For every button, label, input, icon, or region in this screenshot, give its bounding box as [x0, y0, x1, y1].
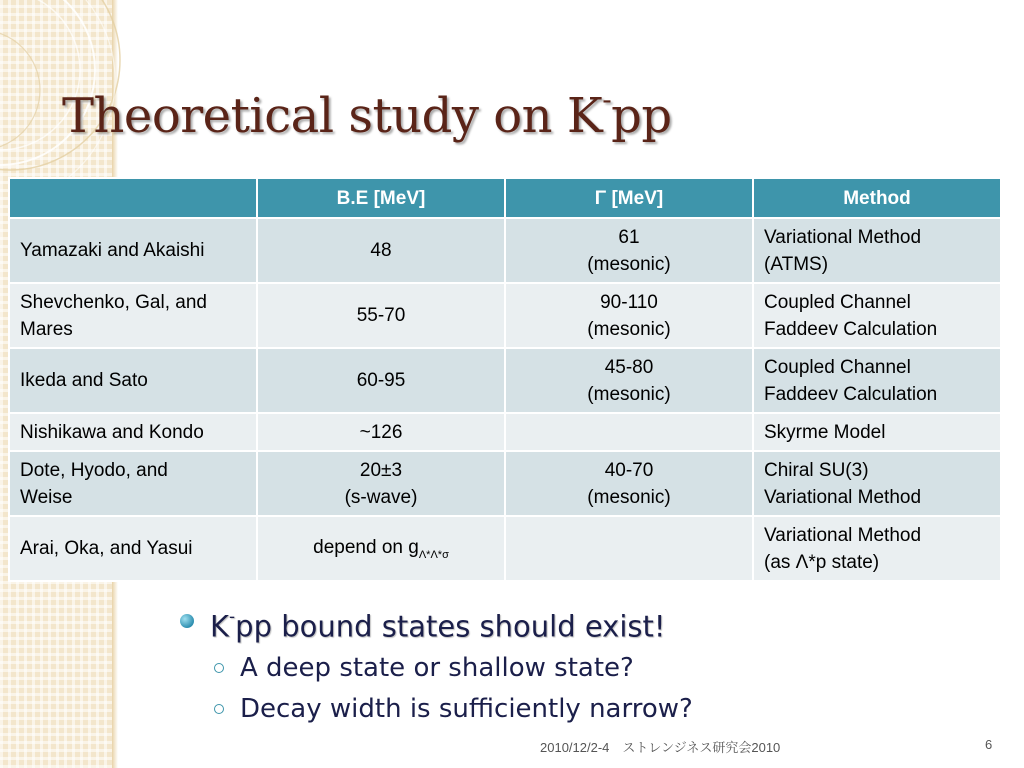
cell-binding-energy: 48: [257, 218, 505, 283]
title-superscript: -: [602, 83, 612, 116]
cell-binding-energy: 60-95: [257, 348, 505, 413]
cell-author: Nishikawa and Kondo: [9, 413, 257, 451]
cell-method: [753, 348, 1001, 413]
cell-binding-energy: ~126: [257, 413, 505, 451]
cell-method: [753, 283, 1001, 348]
table-row: [9, 283, 1001, 348]
cell-line: Variational Method: [764, 524, 922, 546]
bullet-ring-icon: [214, 663, 224, 673]
table-header-row: [9, 178, 1001, 218]
bullet-list: [178, 600, 693, 730]
bullet-ring-icon: [214, 704, 224, 714]
cell-line: 40-70: [604, 459, 654, 481]
bullet-text: A deep state or shallow state?: [240, 652, 634, 683]
cell-line: (mesonic): [587, 253, 671, 275]
title-text-end: pp: [611, 88, 672, 144]
cell-width: [505, 348, 753, 413]
cell-line: Faddeev Calculation: [764, 318, 938, 340]
cell-line: 20±3: [359, 459, 403, 481]
cell-line: Weise: [20, 486, 73, 508]
title-text: Theoretical study on K: [62, 88, 603, 144]
footer-page-number: 6: [985, 737, 993, 752]
header-width: Γ [MeV]: [505, 178, 753, 218]
cell-line: Shevchenko, Gal, and: [20, 291, 207, 313]
cell-method: [753, 516, 1001, 581]
cell-line: (mesonic): [587, 318, 671, 340]
results-table: [8, 177, 1002, 582]
cell-line: Variational Method: [764, 226, 922, 248]
cell-line: Chiral SU(3): [764, 459, 869, 481]
bullet-main: [178, 600, 693, 648]
bullet-superscript: -: [229, 607, 236, 627]
cell-binding-energy: [257, 451, 505, 516]
bullet-sub: [178, 648, 693, 689]
cell-line: (mesonic): [587, 486, 671, 508]
cell-line: (as Λ*p state): [764, 551, 880, 573]
coupling-subscript: Λ*Λ*σ: [418, 548, 449, 561]
table-row: [9, 516, 1001, 581]
cell-binding-energy: [257, 516, 505, 581]
bullet-text: Decay width is sufficiently narrow?: [240, 693, 693, 724]
cell-method: [753, 451, 1001, 516]
cell-line: Coupled Channel: [764, 291, 911, 313]
header-author: [9, 178, 257, 218]
cell-method: Skyrme Model: [753, 413, 1001, 451]
table-row: [9, 413, 1001, 451]
bullet-dot-icon: [180, 614, 194, 628]
cell-line: (ATMS): [764, 253, 829, 275]
header-method: Method: [753, 178, 1001, 218]
cell-line: Mares: [20, 318, 73, 340]
cell-width: [505, 283, 753, 348]
cell-author: Arai, Oka, and Yasui: [9, 516, 257, 581]
cell-line: Coupled Channel: [764, 356, 911, 378]
cell-width: [505, 516, 753, 581]
cell-width: [505, 413, 753, 451]
table-row: [9, 348, 1001, 413]
cell-line: 90-110: [600, 291, 658, 313]
table-row: [9, 451, 1001, 516]
header-binding-energy: B.E [MeV]: [257, 178, 505, 218]
footer-date: 2010/12/2-4 ストレンジネス研究会2010: [540, 740, 781, 755]
table-row: [9, 218, 1001, 283]
cell-line: 45-80: [604, 356, 654, 378]
cell-width: [505, 218, 753, 283]
cell-text: depend on g: [313, 536, 419, 558]
cell-author: Yamazaki and Akaishi: [9, 218, 257, 283]
bullet-text: pp bound states should exist!: [235, 609, 666, 644]
bullet-sub: [178, 689, 693, 730]
cell-width: [505, 451, 753, 516]
cell-line: 61: [618, 226, 640, 248]
slide-title: [62, 83, 672, 144]
cell-author: [9, 283, 257, 348]
bullet-text: K: [210, 609, 230, 644]
cell-author: [9, 451, 257, 516]
cell-line: Variational Method: [764, 486, 922, 508]
cell-binding-energy: 55-70: [257, 283, 505, 348]
cell-method: [753, 218, 1001, 283]
cell-line: Dote, Hyodo, and: [20, 459, 168, 481]
cell-author: Ikeda and Sato: [9, 348, 257, 413]
cell-line: (mesonic): [587, 383, 671, 405]
cell-line: Faddeev Calculation: [764, 383, 938, 405]
cell-line: (s-wave): [344, 486, 418, 508]
